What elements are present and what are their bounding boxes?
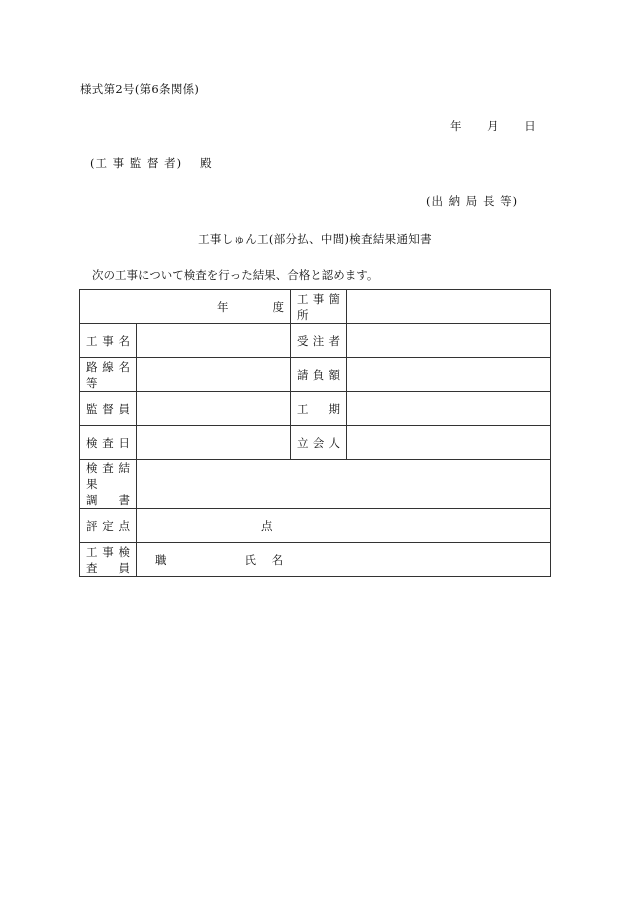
sender-label: (出 納 局 長 等) <box>426 194 519 208</box>
table-row-score <box>80 509 551 543</box>
inspector-label: 工事検査員 <box>80 543 137 577</box>
inspection-results-area[interactable] <box>137 460 551 509</box>
witness-value[interactable] <box>347 426 551 460</box>
table-row <box>80 358 551 392</box>
inspection-results-label <box>80 460 137 509</box>
location-label: 工事箇所 <box>291 290 347 324</box>
results-label-line2: 調書 <box>86 493 130 507</box>
date-line: 年 月 日 <box>450 119 536 133</box>
year-prefix: 年 <box>217 299 229 314</box>
year-suffix: 度 <box>272 299 284 314</box>
witness-label: 立会人 <box>291 426 347 460</box>
score-value[interactable] <box>137 509 551 543</box>
contractor-value[interactable] <box>347 324 551 358</box>
score-label: 評定点 <box>80 509 137 543</box>
results-label-line1: 検査結果 <box>86 461 130 491</box>
route-name-value[interactable] <box>137 358 291 392</box>
route-name-label: 路線名等 <box>80 358 137 392</box>
document-title: 工事しゅん工(部分払、中間)検査結果通知書 <box>198 232 432 246</box>
form-number-label: 様式第2号(第6条関係) <box>80 82 200 96</box>
supervisor-label: 監督員 <box>80 392 137 426</box>
name-label: 氏 名 <box>244 552 284 567</box>
contract-amount-value[interactable] <box>347 358 551 392</box>
table-row <box>80 392 551 426</box>
construction-period-value[interactable] <box>347 392 551 426</box>
inspection-date-value[interactable] <box>137 426 291 460</box>
contractor-label: 受注者 <box>291 324 347 358</box>
inspector-value[interactable] <box>137 543 551 577</box>
table-row-inspector <box>80 543 551 577</box>
fiscal-year-cell[interactable] <box>80 290 291 324</box>
addressee <box>90 155 213 171</box>
construction-period-label: 工期 <box>291 392 347 426</box>
construction-name-value[interactable] <box>137 324 291 358</box>
table-row <box>80 426 551 460</box>
location-value[interactable] <box>347 290 551 324</box>
score-unit: 点 <box>261 518 273 533</box>
table-row <box>80 324 551 358</box>
intro-text: 次の工事について検査を行った結果、合格と認めます。 <box>92 268 379 282</box>
table-row-results <box>80 460 551 509</box>
construction-name-label: 工事名 <box>80 324 137 358</box>
inspection-result-table <box>79 289 551 577</box>
position-label: 職 <box>155 552 167 567</box>
addressee-name: (工 事 監 督 者) <box>90 156 183 170</box>
contract-amount-label: 請負額 <box>291 358 347 392</box>
table-row-year <box>80 290 551 324</box>
addressee-honorific: 殿 <box>200 156 213 170</box>
inspection-date-label: 検査日 <box>80 426 137 460</box>
supervisor-value[interactable] <box>137 392 291 426</box>
